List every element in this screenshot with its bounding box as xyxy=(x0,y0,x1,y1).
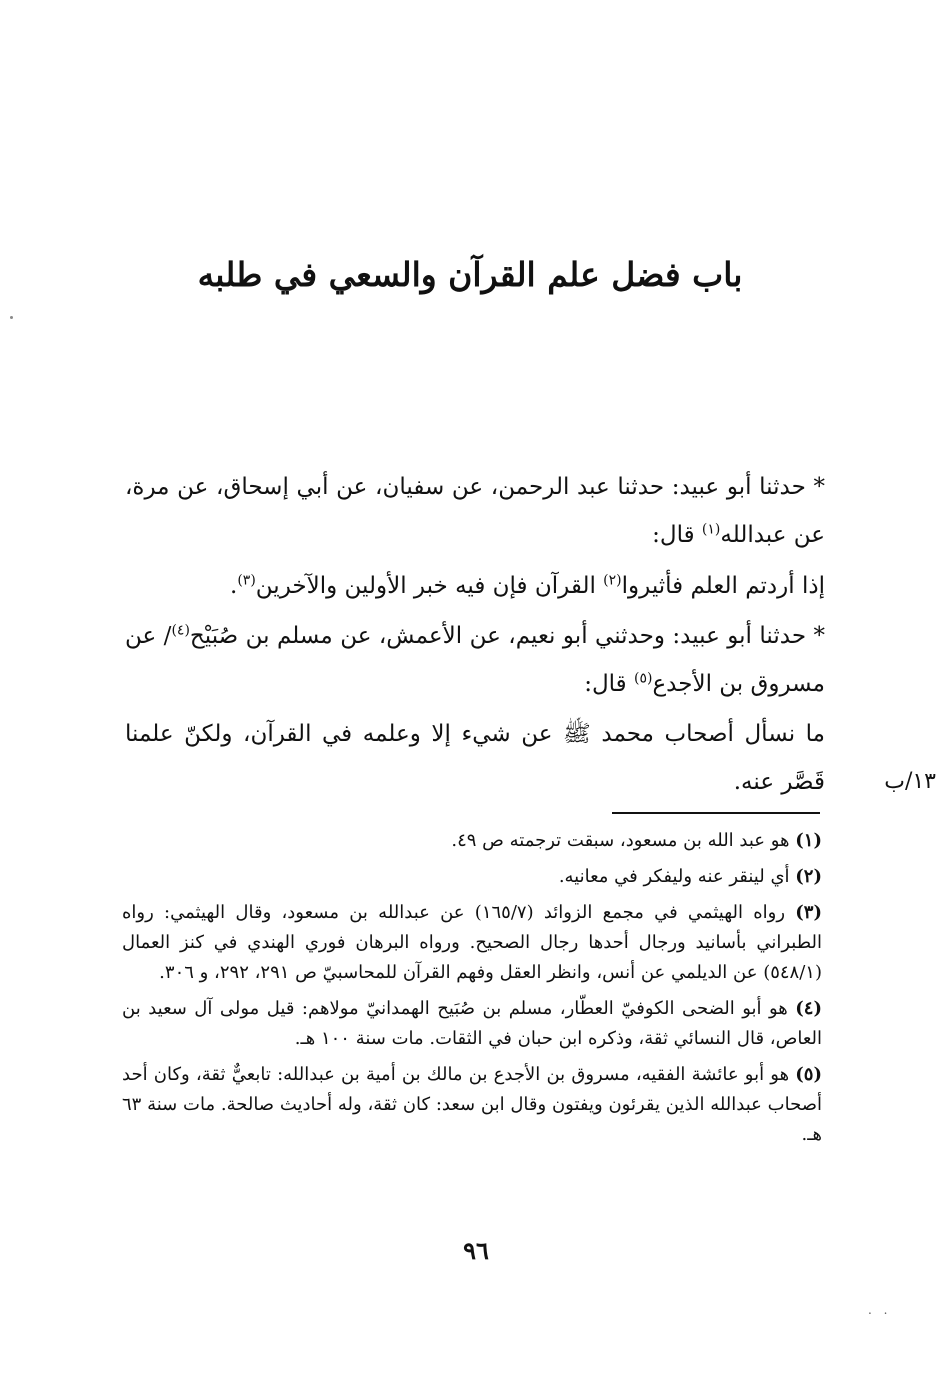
footnotes-section xyxy=(122,826,822,1156)
footnote-ref-5: (٥) xyxy=(633,670,653,687)
chapter-title: باب فضل علم القرآن والسعي في طلبه xyxy=(197,255,743,294)
text-1-part-a: إذا أردتم العلم فأثيروا xyxy=(621,573,825,599)
chain-2-part-b: / عن مسروق بن الأجدع xyxy=(125,623,825,697)
footnote-number: (١) xyxy=(795,830,822,851)
chain-2-part-c: قال: xyxy=(584,671,634,697)
hadith-chain-2 xyxy=(125,612,825,708)
footnote-number: (٤) xyxy=(795,998,822,1019)
stray-marks: . . xyxy=(868,1303,892,1317)
chain-1-text: * حدثنا أبو عبيد: حدثنا عبد الرحمن، عن سفيان، عن أبي إسحاق، عن مرة، عن عبدالله xyxy=(125,474,825,548)
chain-1-tail: قال: xyxy=(652,522,702,548)
footnote-number: (٥) xyxy=(795,1064,822,1085)
text-1-part-b: القرآن فإن فيه خبر الأولين والآخرين xyxy=(255,573,604,599)
footnote-ref-3: (٣) xyxy=(237,572,256,589)
page-number: ٩٦ xyxy=(463,1236,489,1265)
footnote-5 xyxy=(122,1060,822,1150)
footnote-ref-2: (٢) xyxy=(603,572,622,589)
footnote-1 xyxy=(122,826,822,856)
footnote-ref-1: (١) xyxy=(701,521,721,538)
hadith-chain-1 xyxy=(125,463,825,559)
footnote-number: (٢) xyxy=(795,866,822,887)
hadith-text-1 xyxy=(125,562,855,610)
scan-speck xyxy=(10,316,13,319)
footnote-number: (٣) xyxy=(795,902,822,923)
footnote-2 xyxy=(122,862,822,892)
footnote-text: هو أبو عائشة الفقيه، مسروق بن الأجدع بن مالك بن أمية بن عبدالله: تابعيٌّ ثقة، وكان أحد أصحاب عبدالله الذين يقرئون ويفتون وقال ابن سعد: كان ثقة، وله أحاديث صالحة. مات سنة ٦٣ هـ. xyxy=(122,1064,822,1145)
chain-2-part-a: * حدثنا أبو عبيد: وحدثني أبو نعيم، عن الأعمش، عن مسلم بن صُبَيْح xyxy=(189,623,825,649)
footnote-separator xyxy=(612,812,820,814)
footnote-ref-4: (٤) xyxy=(171,622,190,639)
footnote-text: هو أبو الضحى الكوفيّ العطّار، مسلم بن صُبَيح الهمدانيّ مولاهم: قيل مولى آل سعيد بن العاص، قال النسائي ثقة، وذكره ابن حبان في الثقات. مات سنة ١٠٠ هـ. xyxy=(122,998,822,1049)
text-2-body: ما نسأل أصحاب محمد ﷺ عن شيء إلا وعلمه في القرآن، ولكنّ علمنا قَصَّر عنه. xyxy=(125,721,825,795)
footnote-text: أي لينقر عنه وليفكر في معانيه. xyxy=(558,866,796,887)
footnote-text: رواه الهيثمي في مجمع الزوائد (١٦٥/٧) عن عبدالله بن مسعود، وقال الهيثمي: رواه الطبراني بأسانيد ورجال أحدها رجال الصحيح. ورواه البرهان فوري الهندي في كنز العمال (٥٤٨/١) عن الديلمي عن أنس، وانظر العقل وفهم القرآن للمحاسبيّ ص ٢٩١، ٢٩٢، و ٣٠٦. xyxy=(122,902,822,983)
footnote-3 xyxy=(122,898,822,988)
footnote-text: هو عبد الله بن مسعود، سبقت ترجمته ص ٤٩. xyxy=(451,830,796,851)
text-1-part-c: . xyxy=(230,573,238,599)
manuscript-folio-marker: ١٣/ب xyxy=(884,769,936,794)
hadith-text-2 xyxy=(125,710,855,806)
footnote-4 xyxy=(122,994,822,1054)
